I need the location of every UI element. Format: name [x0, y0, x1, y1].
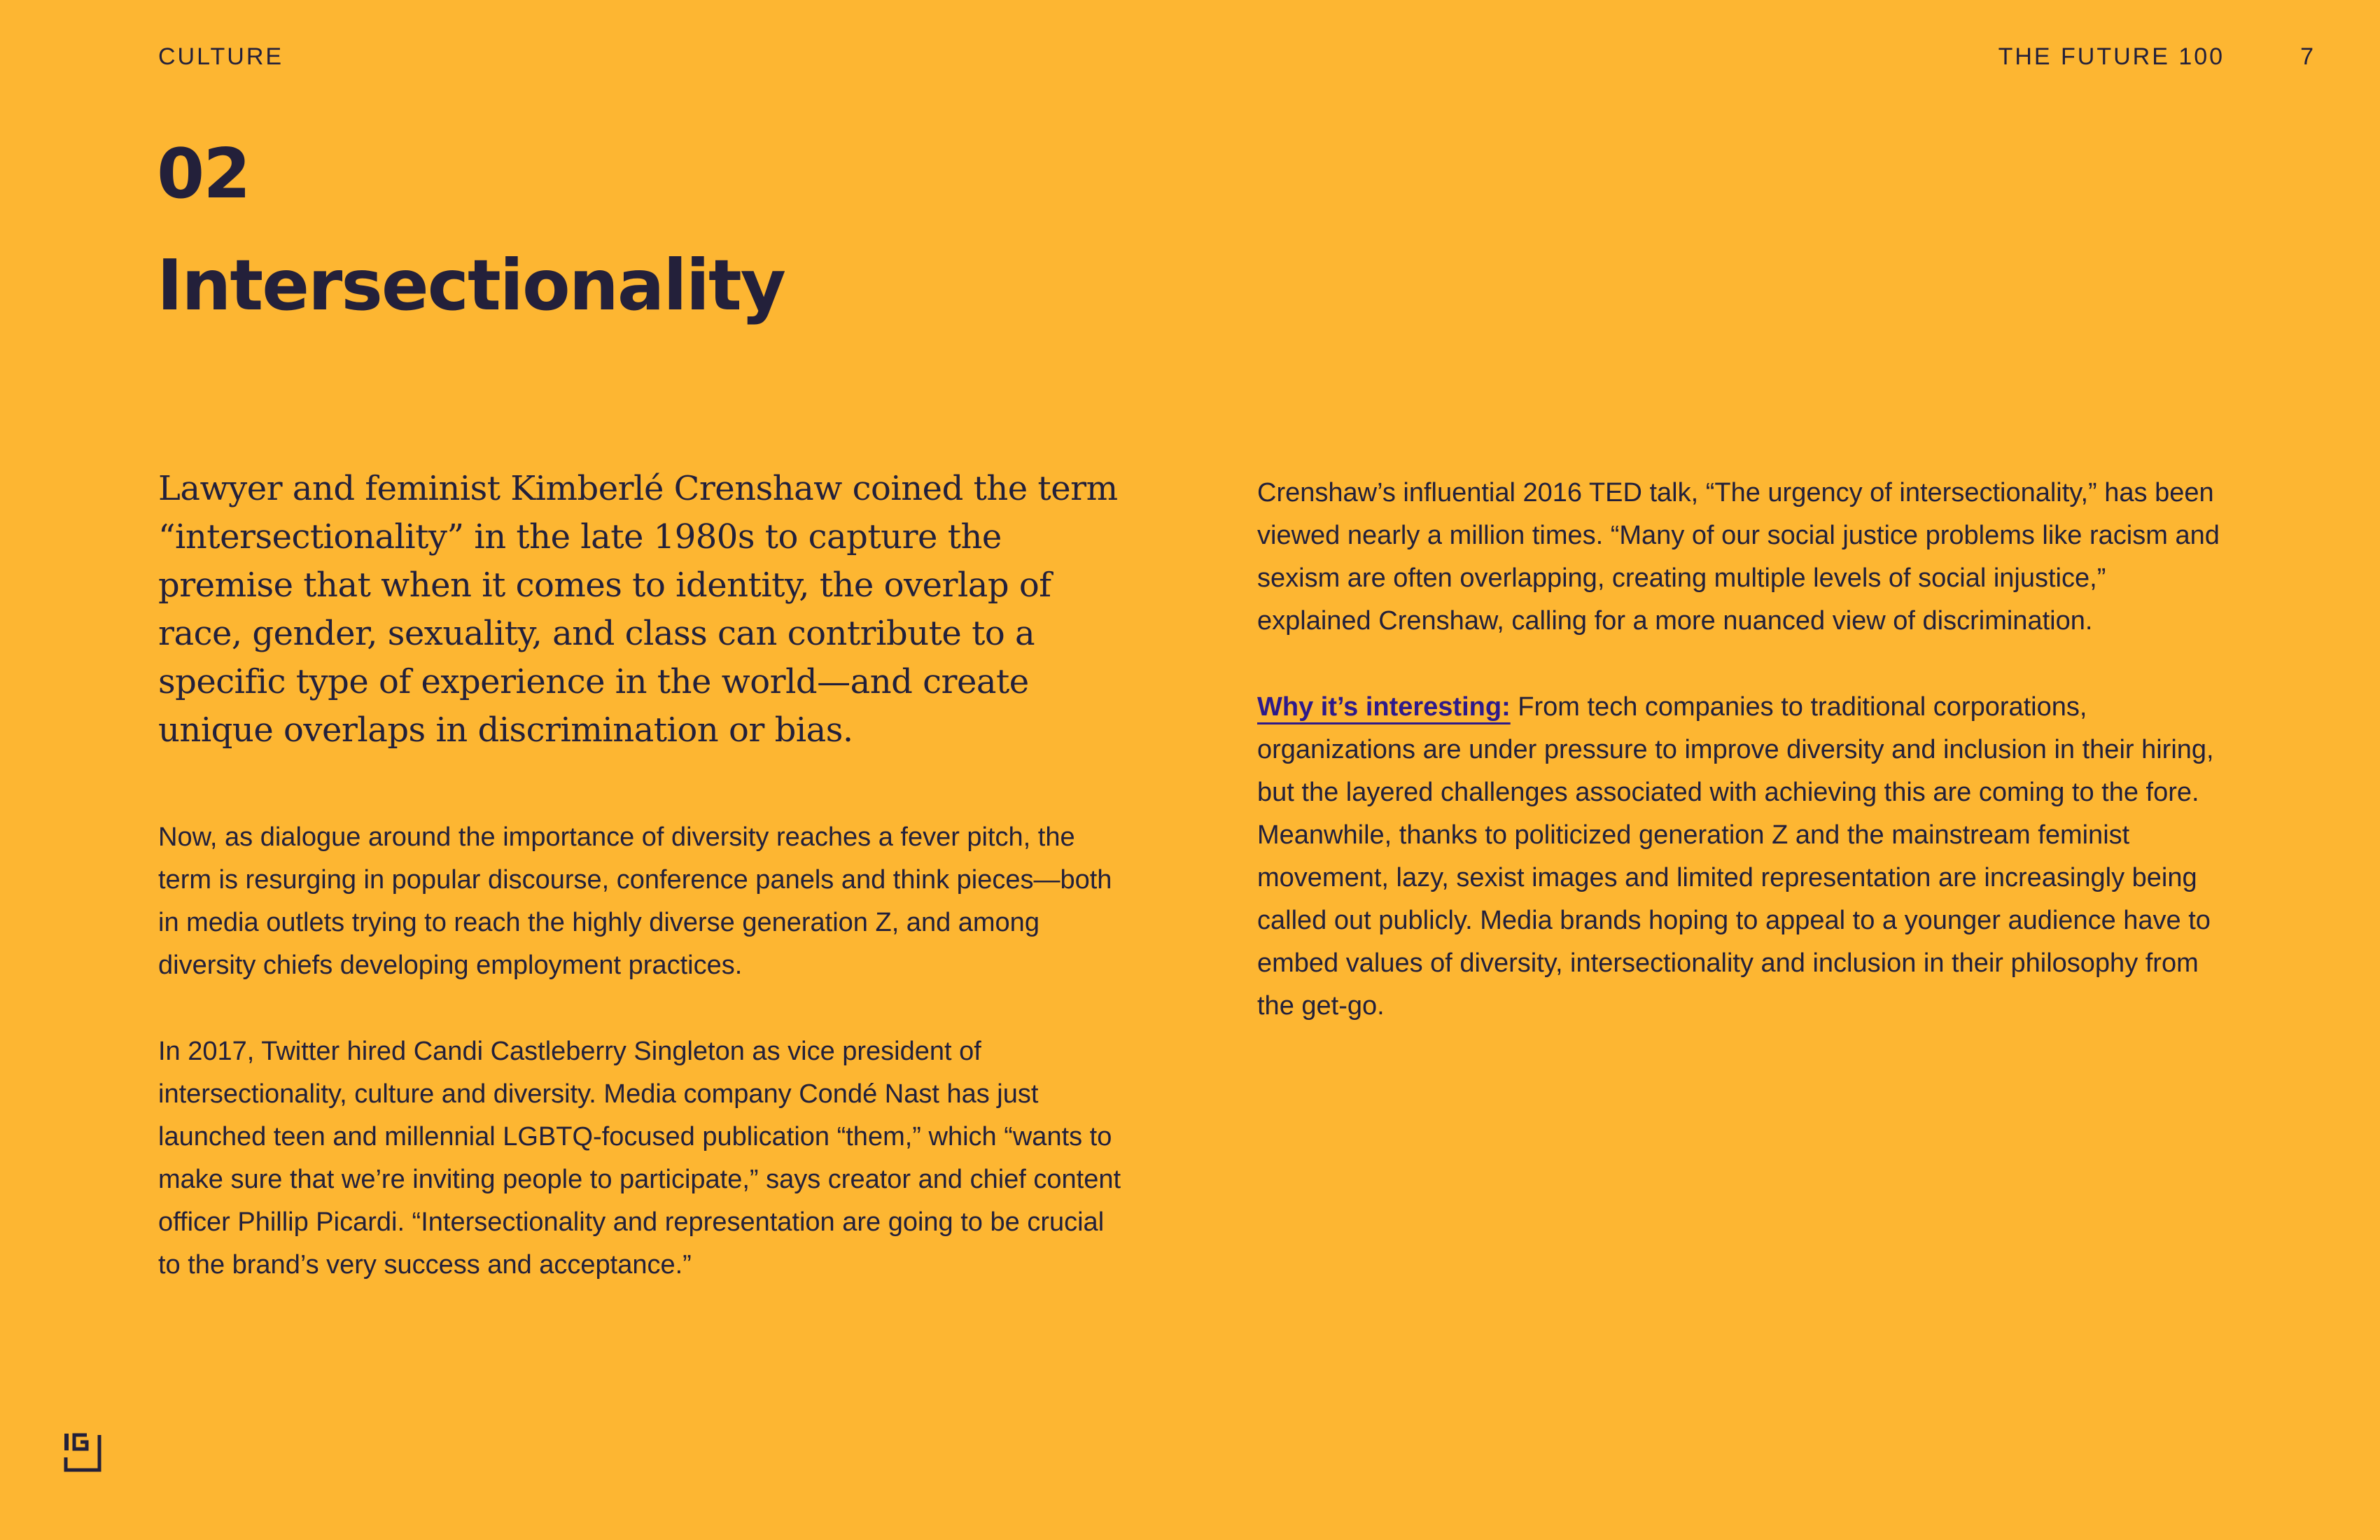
body-paragraph-3: Crenshaw’s influential 2016 TED talk, “The urgency of intersectionality,” has been viewed nearly a million times. “Many of our social justice problems like racism and sexism are often overlapping, creating multiple levels of social injustice,” explained Crenshaw, calling for a more nuanced view of discrimination. [1257, 478, 2220, 636]
body-paragraph-1: Now, as dialogue around the importance of diversity reaches a fever pitch, the term is resurging in popular discourse, conference panels and think pieces—both in media outlets trying to reach the highly diverse generation Z, and among diversity chiefs developing employment practices. [158, 822, 1112, 980]
header-right [1998, 43, 2316, 71]
left-column [158, 465, 1131, 1330]
ig-logo-icon [63, 1432, 104, 1473]
why-interesting-label: Why it’s interesting: [1257, 692, 1511, 722]
section-label: CULTURE [158, 43, 284, 70]
trend-number: 02 [157, 134, 250, 214]
page-title: Intersectionality [157, 244, 785, 326]
lead-paragraph: Lawyer and feminist Kimberlé Crenshaw coined the term “intersectionality” in the late 1980s to capture the premise that when it comes to identity, the overlap of race, gender, sexuality, and class can contribute to a specific type of experience in the world—and create unique overlaps in discrimination or bias. [158, 469, 1118, 750]
why-interesting-paragraph [1257, 686, 2223, 1028]
publication-title: THE FUTURE 100 [1998, 43, 2225, 70]
right-column [1257, 472, 2223, 1071]
page-number: 7 [2300, 43, 2316, 70]
body-paragraph-2: In 2017, Twitter hired Candi Castleberry Singleton as vice president of intersectionality, culture and diversity. Media company Condé Nast has just launched teen and millennial LGBTQ-focused publication “them,” which “wants to make sure that we’re inviting people to participate,” says creator and chief content officer Phillip Picardi. “Intersectionality and representation are going to be crucial to the brand’s very success and acceptance.” [158, 1037, 1121, 1280]
why-interesting-text: From tech companies to traditional corporations, organizations are under pressure to improve diversity and inclusion in their hiring, but the layered challenges associated with achieving this are coming to the fore. Meanwhile, thanks to politicized generation Z and the mainstream feminist movement, lazy, sexist images and limited representation are increasingly being called out publicly. Media brands hoping to appeal to a younger audience have to embed values of diversity, intersectionality and inclusion in their philosophy from the get-go. [1257, 692, 2214, 1021]
